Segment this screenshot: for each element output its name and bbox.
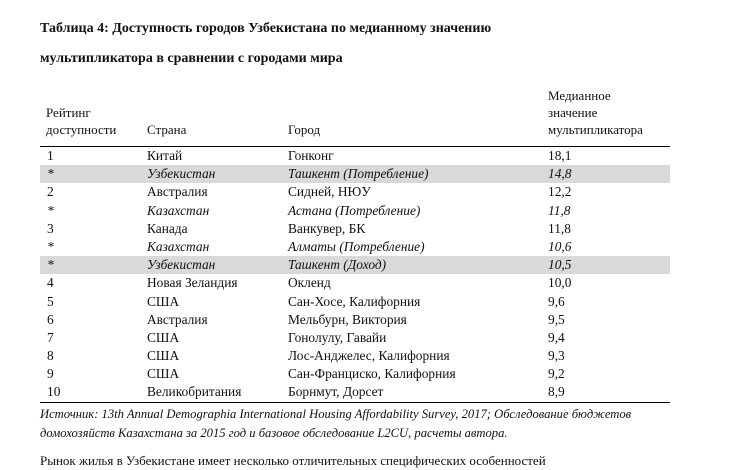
table-body [40,147,670,402]
cell-country: США [147,348,180,364]
table-row [40,183,670,201]
cell-multiplier: 18,1 [548,148,572,163]
cell-country: Австралия [147,184,208,200]
table-header-row [40,82,670,146]
cell-rank: 6 [47,311,54,327]
header-multiplier-line-3: мультипликатора [548,122,643,137]
cell-city: Борнмут, Дорсет [288,384,384,400]
table-row [40,274,670,292]
cell-country: Узбекистан [147,166,216,182]
cell-multiplier: 10,6 [548,238,572,254]
cell-country: США [147,293,180,309]
table-row [40,347,670,365]
cell-multiplier: 10,5 [548,257,572,273]
cell-country: США [147,366,180,382]
cell-multiplier: 9,6 [548,293,565,309]
cell-city: Ташкент (Доход) [288,257,387,273]
cell-city: Сидней, НЮУ [288,184,371,200]
cell-city: Алматы (Потребление) [288,238,425,254]
cell-city: Гонконг [288,148,334,163]
cell-multiplier: 12,2 [548,184,572,200]
table-row [40,293,670,311]
cell-rank: * [47,202,54,218]
cell-rank: 2 [47,184,54,200]
cell-city: Лос-Анджелес, Калифорния [288,348,450,364]
continuation-text: Рынок жилья в Узбекистане имеет несколько отличительных специфических особенностей [40,453,546,468]
source-note [40,405,680,443]
cell-country: Новая Зеландия [147,275,238,291]
cell-country: Узбекистан [147,257,216,273]
cell-rank: * [47,166,54,182]
cell-rank: 3 [47,220,54,236]
cell-rank: 1 [47,148,54,163]
cell-country: США [147,329,180,345]
table-row [40,220,670,238]
cell-rank: * [47,238,54,254]
table-row [40,383,670,401]
table-row [40,329,670,347]
cell-multiplier: 9,3 [548,348,565,364]
cell-city: Сан-Франциско, Калифорния [288,366,456,382]
source-line-1: Источник: 13th Annual Demographia International Housing Affordability Survey, 2017; Обследование бюджетов [40,407,632,421]
cell-multiplier: 14,8 [548,166,572,182]
cell-rank: * [47,257,54,273]
cell-city: Сан-Хосе, Калифорния [288,293,421,309]
header-multiplier-line-1: Медианное [548,88,611,103]
cell-rank: 9 [47,366,54,382]
header-city: Город [288,122,321,137]
affordability-table [40,82,670,403]
cell-rank: 10 [47,384,61,400]
header-multiplier [548,87,643,138]
table-row [40,311,670,329]
cell-country: Канада [147,220,188,236]
source-line-2: домохозяйств Казахстана за 2015 год и базовое обследование L2CU, расчеты автора. [40,426,508,440]
cell-city: Ташкент (Потребление) [288,166,429,182]
table-row [40,147,670,165]
cell-country: Китай [147,148,183,163]
bottom-rule [40,402,670,403]
cell-multiplier: 11,8 [548,202,571,218]
cell-multiplier: 10,0 [548,275,572,291]
table-row [40,165,670,183]
header-rank-line-2: доступности [46,122,117,137]
cell-multiplier: 9,5 [548,311,565,327]
header-rank-line-1: Рейтинг [46,105,91,120]
cell-rank: 7 [47,329,54,345]
cell-rank: 8 [47,348,54,364]
header-rank [46,104,116,138]
caption-line-1: Таблица 4: Доступность городов Узбекистана по медианному значению [40,21,492,36]
cell-multiplier: 9,2 [548,366,565,382]
table-row [40,256,670,274]
cell-city: Мельбурн, Виктория [288,311,407,327]
header-country: Страна [147,122,187,137]
cell-rank: 4 [47,275,54,291]
cell-rank: 5 [47,293,54,309]
cell-city: Ванкувер, БК [288,220,366,236]
table-row [40,238,670,256]
cell-city: Окленд [288,275,331,291]
table-row [40,365,670,383]
cell-multiplier: 8,9 [548,384,565,400]
cell-country: Казахстан [147,202,210,218]
cell-multiplier: 9,4 [548,329,565,345]
caption-line-2: мультипликатора в сравнении с городами мира [40,51,343,66]
cell-multiplier: 11,8 [548,220,571,236]
table-row [40,202,670,220]
cell-city: Астана (Потребление) [288,202,421,218]
cell-country: Казахстан [147,238,210,254]
table-caption [40,14,700,74]
cell-country: Австралия [147,311,208,327]
cell-country: Великобритания [147,384,242,400]
header-multiplier-line-2: значение [548,105,598,120]
cell-city: Гонолулу, Гавайи [288,329,387,345]
